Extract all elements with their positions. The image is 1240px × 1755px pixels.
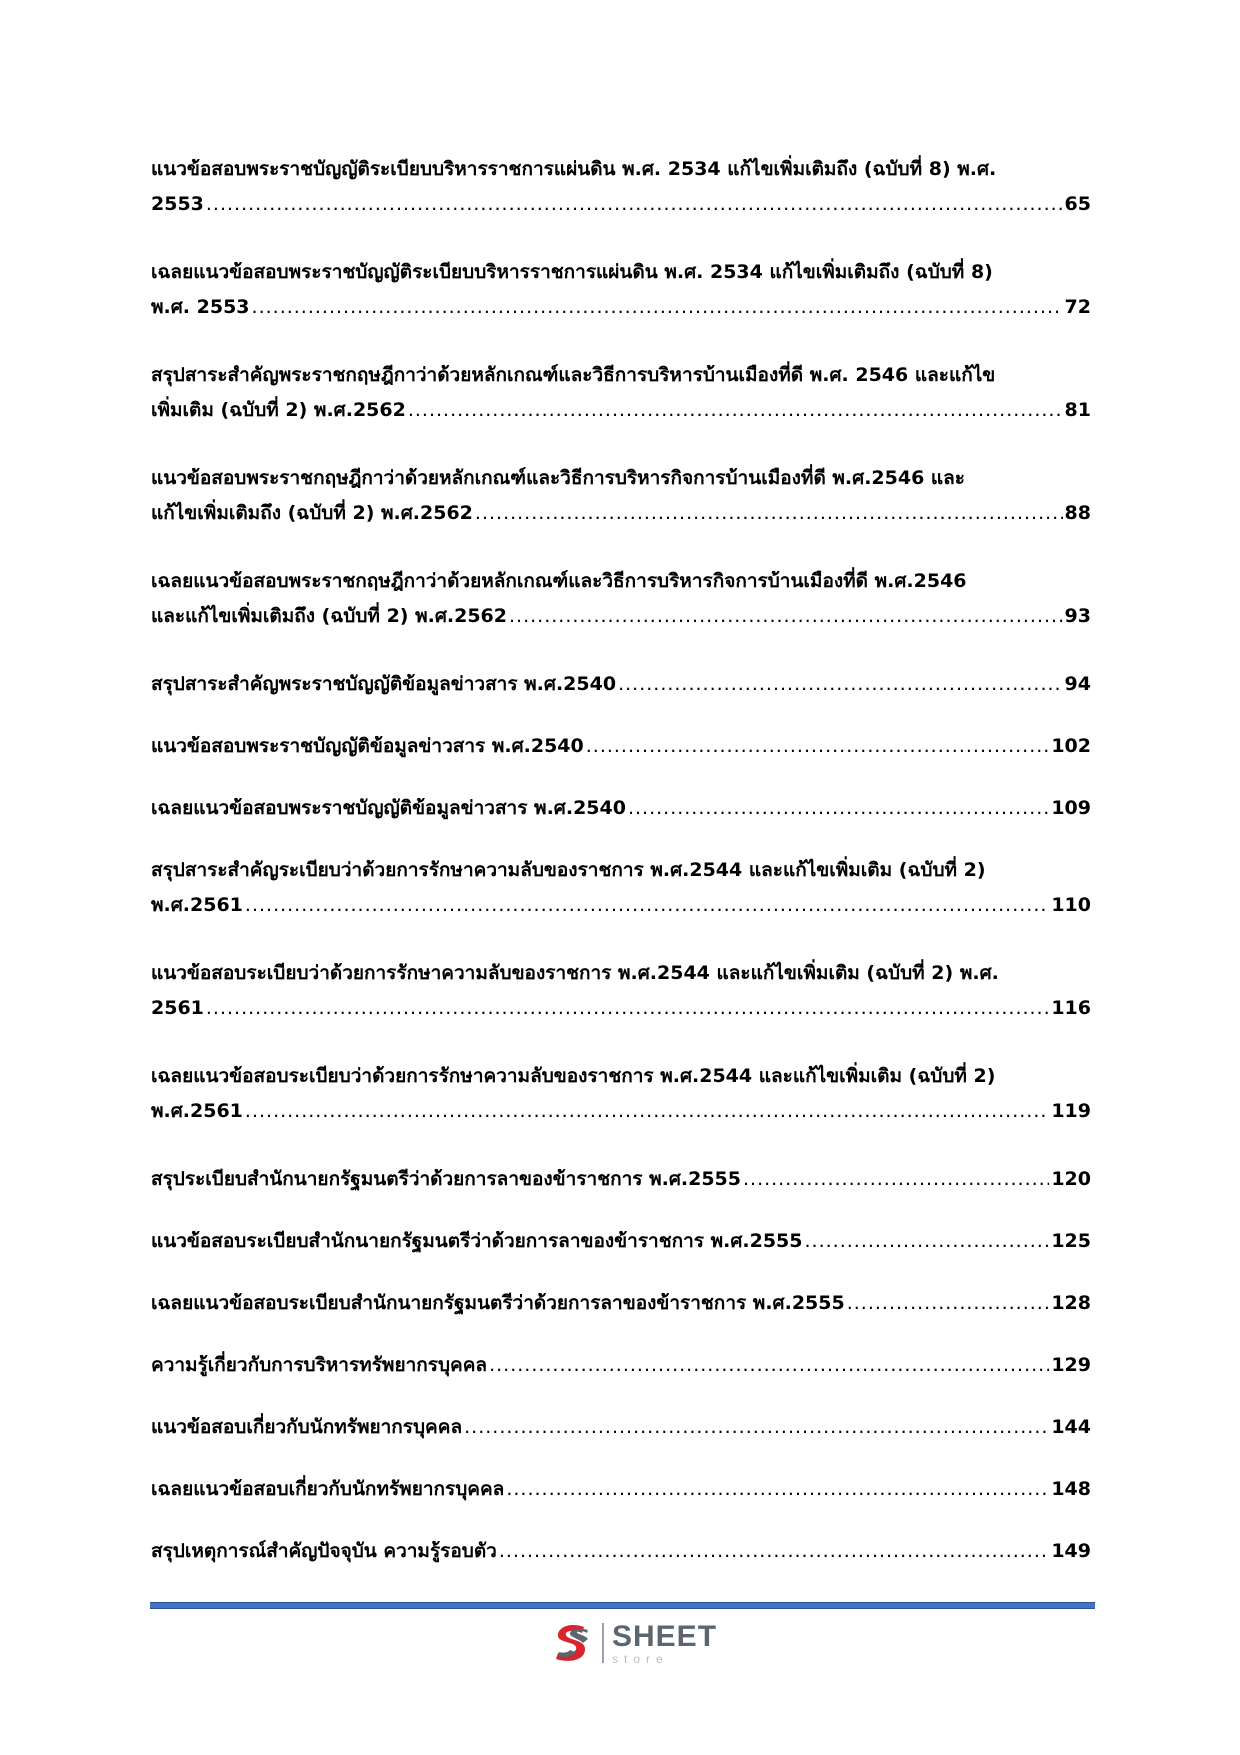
toc-entry-line [151,1162,1091,1197]
toc-entry[interactable] [151,853,1091,923]
toc-entry-title: แนวข้อสอบระเบียบสำนักนายกรัฐมนตรีว่าด้วยการลาของข้าราชการ พ.ศ.2555 [151,1230,803,1252]
toc-page-number: 129 [1051,1354,1091,1376]
dot-leader [245,1094,1049,1129]
toc-page-number: 81 [1064,399,1091,421]
toc-page-number: 148 [1051,1478,1091,1500]
toc-page-number: 116 [1051,997,1091,1019]
logo-separator [602,1623,604,1663]
toc-page-number: 93 [1064,605,1091,627]
toc-entry[interactable] [151,667,1091,702]
dot-leader [506,1472,1049,1507]
toc-entry[interactable] [151,1534,1091,1569]
toc-page-number: 128 [1051,1292,1091,1314]
logo-main-text: SHEET [612,1619,718,1653]
toc-entry-line [151,187,1091,222]
toc-entry[interactable] [151,1059,1091,1129]
toc-entry-title-continuation: พ.ศ.2561 [151,894,243,916]
toc-page-number: 144 [1051,1416,1091,1438]
toc-entry-title: เฉลยแนวข้อสอบพระราชบัญญัติข้อมูลข่าวสาร พ.ศ.2540 [151,797,626,819]
toc-entry-line [151,1224,1091,1259]
toc-page-number: 102 [1051,735,1091,757]
dot-leader [206,991,1049,1026]
toc-entry-title-continuation: พ.ศ.2561 [151,1100,243,1122]
dot-leader [408,393,1063,428]
toc-entry-title-continuation: แก้ไขเพิ่มเติมถึง (ฉบับที่ 2) พ.ศ.2562 [151,502,473,524]
toc-entry-line [151,1410,1091,1445]
toc-entry[interactable] [151,461,1091,531]
dot-leader [499,1534,1049,1569]
toc-page-number: 110 [1051,894,1091,916]
dot-leader [743,1162,1049,1197]
toc-entry-line [151,888,1091,923]
toc-entry-title: เฉลยแนวข้อสอบพระราชกฤษฎีกาว่าด้วยหลักเกณฑ์และวิธีการบริหารกิจการบ้านเมืองที่ดี พ.ศ.2546 [151,570,967,592]
toc-entry[interactable] [151,1286,1091,1321]
toc-page-number: 72 [1064,296,1091,318]
toc-entry-line [151,393,1091,428]
toc-entry-line [151,1286,1091,1321]
toc-entry-title: แนวข้อสอบพระราชบัญญัติระเบียบบริหารราชการแผ่นดิน พ.ศ. 2534 แก้ไขเพิ่มเติมถึง (ฉบับที่ 8) พ.ศ. [151,158,997,180]
dot-leader [628,791,1049,826]
toc-entry[interactable] [151,358,1091,428]
logo-wordmark [612,1619,718,1666]
toc-entry-line [151,991,1091,1026]
toc-entry-title: สรุปสาระสำคัญพระราชกฤษฎีกาว่าด้วยหลักเกณฑ์และวิธีการบริหารบ้านเมืองที่ดี พ.ศ. 2546 และแก้ไข [151,364,996,386]
toc-entry-title: แนวข้อสอบเกี่ยวกับนักทรัพยากรบุคคล [151,1416,463,1438]
toc-entry[interactable] [151,791,1091,826]
toc-entry-title: ความรู้เกี่ยวกับการบริหารทรัพยากรบุคคล [151,1354,488,1376]
toc-entry-line [151,1348,1091,1383]
toc-entry-title: แนวข้อสอบพระราชกฤษฎีกาว่าด้วยหลักเกณฑ์และวิธีการบริหารกิจการบ้านเมืองที่ดี พ.ศ.2546 และ [151,467,966,489]
toc-page-number: 120 [1051,1168,1091,1190]
toc-entry-title: แนวข้อสอบระเบียบว่าด้วยการรักษาความลับของราชการ พ.ศ.2544 และแก้ไขเพิ่มเติม (ฉบับที่ 2) พ.ศ. [151,962,999,984]
toc-entry-line [151,729,1091,764]
dot-leader [475,496,1063,531]
toc-entry-title: เฉลยแนวข้อสอบพระราชบัญญัติระเบียบบริหารราชการแผ่นดิน พ.ศ. 2534 แก้ไขเพิ่มเติมถึง (ฉบับที่ 8) [151,261,993,283]
toc-entry-title-continuation: เพิ่มเติม (ฉบับที่ 2) พ.ศ.2562 [151,399,406,421]
dot-leader [489,1348,1049,1383]
toc-entry[interactable] [151,1472,1091,1507]
toc-entry-line [151,496,1091,531]
dot-leader [586,729,1050,764]
table-of-contents [151,152,1091,1596]
toc-entry-title: สรุปสาระสำคัญระเบียบว่าด้วยการรักษาความลับของราชการ พ.ศ.2544 และแก้ไขเพิ่มเติม (ฉบับที่ 2) [151,859,986,881]
dot-leader [464,1410,1049,1445]
toc-entry-title: แนวข้อสอบพระราชบัญญัติข้อมูลข่าวสาร พ.ศ.2540 [151,735,584,757]
toc-entry[interactable] [151,1224,1091,1259]
toc-entry-title: สรุปสาระสำคัญพระราชบัญญัติข้อมูลข่าวสาร พ.ศ.2540 [151,673,617,695]
toc-entry-line [151,599,1091,634]
toc-entry-title: สรุประเบียบสำนักนายกรัฐมนตรีว่าด้วยการลาของข้าราชการ พ.ศ.2555 [151,1168,741,1190]
dot-leader [206,187,1063,222]
toc-entry[interactable] [151,729,1091,764]
sheet-store-logo [548,1617,717,1669]
toc-entry[interactable] [151,1162,1091,1197]
toc-entry-line [151,791,1091,826]
toc-entry[interactable] [151,564,1091,634]
toc-entry[interactable] [151,1410,1091,1445]
toc-page-number: 119 [1051,1100,1091,1122]
toc-entry-title: สรุปเหตุการณ์สำคัญปัจจุบัน ความรู้รอบตัว [151,1540,497,1562]
toc-entry[interactable] [151,255,1091,325]
toc-entry-line [151,1534,1091,1569]
toc-page-number: 109 [1051,797,1091,819]
toc-entry-line [151,290,1091,325]
dot-leader [252,290,1063,325]
dot-leader [805,1224,1050,1259]
toc-entry-line [151,1472,1091,1507]
toc-page-number: 125 [1051,1230,1091,1252]
toc-entry-title: เฉลยแนวข้อสอบระเบียบว่าด้วยการรักษาความลับของราชการ พ.ศ.2544 และแก้ไขเพิ่มเติม (ฉบับที่ 2) [151,1065,996,1087]
toc-entry-title: เฉลยแนวข้อสอบระเบียบสำนักนายกรัฐมนตรีว่าด้วยการลาของข้าราชการ พ.ศ.2555 [151,1292,845,1314]
toc-page-number: 149 [1051,1540,1091,1562]
logo-sub-text: store [612,1651,669,1666]
toc-page-number: 94 [1064,673,1091,695]
toc-entry-title: เฉลยแนวข้อสอบเกี่ยวกับนักทรัพยากรบุคคล [151,1478,505,1500]
dot-leader [245,888,1049,923]
toc-entry-title-continuation: พ.ศ. 2553 [151,296,250,318]
toc-entry[interactable] [151,956,1091,1026]
toc-page-number: 88 [1064,502,1091,524]
footer-divider [150,1602,1095,1609]
toc-entry-title-continuation: 2561 [151,997,204,1019]
toc-entry-title-continuation: 2553 [151,193,204,215]
toc-entry-line [151,667,1091,702]
toc-entry-title-continuation: และแก้ไขเพิ่มเติมถึง (ฉบับที่ 2) พ.ศ.2562 [151,605,507,627]
toc-entry[interactable] [151,1348,1091,1383]
toc-entry[interactable] [151,152,1091,222]
dot-leader [618,667,1062,702]
sheet-store-s-icon [548,1619,596,1667]
toc-page-number: 65 [1064,193,1091,215]
toc-entry-line [151,1094,1091,1129]
dot-leader [509,599,1063,634]
dot-leader [847,1286,1050,1321]
